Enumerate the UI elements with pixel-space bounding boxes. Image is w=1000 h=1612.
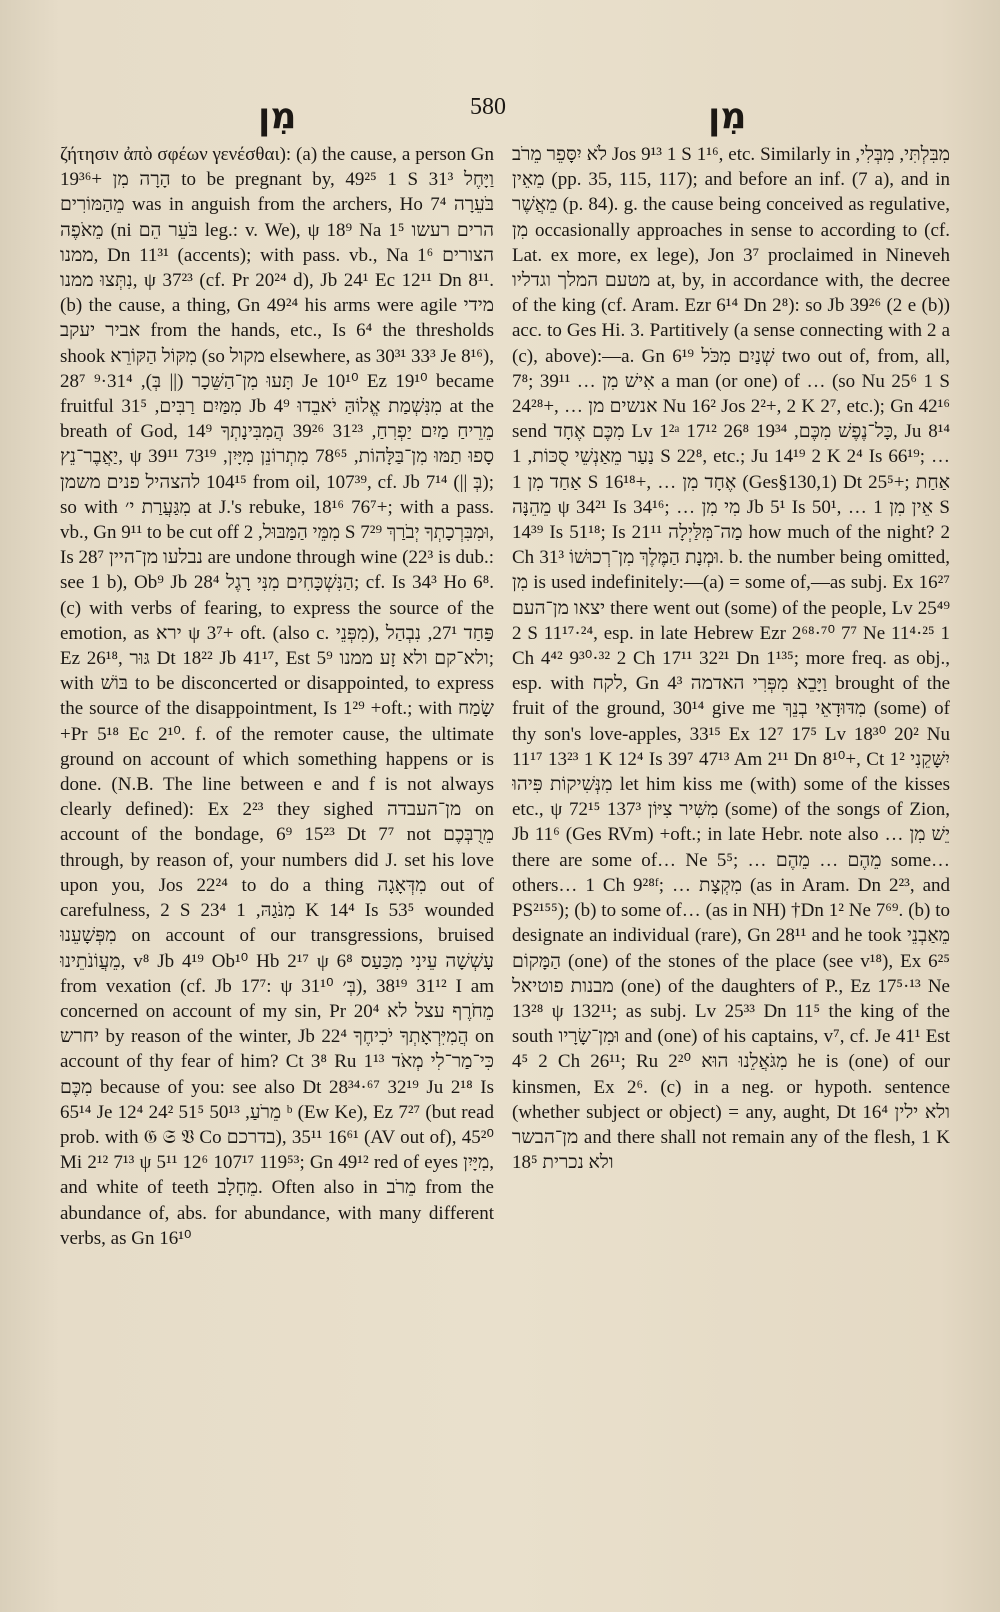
right-column-text: לֹא יִסָּפֵר מֵרֹב Jos 9¹³ 1 S 1¹⁶, etc. Similarly in מִבִּלְתִּי, מִבְּלִי, מֵאֵין (pp. 35, 115, 117); and before an inf. (7 a), and in מֵאֲשֶׁר (p. 84). g. the cause being conceived as regulative, מִן occasionally approaches in sense to according to (cf. Lat. ex more, ex lege), Jon 3⁷ proclaimed in Nineveh מטעם המלך וגדליו at, by, in accordance with, the decree of the king (cf. Aram. Ezr 6¹⁴ Dn 2⁸): so Jb 39²⁶ (2 e (b)) acc. to Ges Hi. 3. Partitively (a sense connecting with 2 a (c), above):—a. Gn 6¹⁹ שְׁנַיִם מִכֹּל two out of, from, all, 7⁸; 39¹¹ … אִישׁ מִן a man (or one) of … (so Nu 25⁶ 1 S 24²⁸+, … אנשים מן Nu 16² Jos 2²+, 2 K 2⁷, etc.); Gn 42¹⁶ send מִכֶּם אֶחָד Lv 1²ᵃ 17¹² כָּל־נֶפֶשׁ מִכֶּם, 19³⁴ 26⁸, Ju 8¹⁴ נַעַר מֵאַנְשֵׁי סֻכּוֹת, 1 S 22⁸, etc.; Ju 14¹⁹ 2 K 2⁴ Is 66¹⁹; … אַחַד מִן 1 S 16¹⁸+, … אֶחָד מִן (Ges§130,1) Dt 25⁵+; אַחַת מֵהֵנָּה ψ 34²¹ Is 34¹⁶; … מִי מִן Jb 5¹ Is 50¹, … אֵין מִן 1 S 14³⁹ Is 51¹⁸; Is 21¹¹ מַה־מִּלַּיְלָה how much of the night? 2 Ch 31³ וּמְנָת הַמֶּלֶךְ מִן־רְכוּשׁוֹ. b. the number being omitted, מִן is used indefinitely:—(a) = some of,—as subj. Ex 16²⁷ יצאו מן־העם there went out (some) of the people, Lv 25⁴⁹ 2 S 11¹⁷·²⁴, esp. in late Hebrew Ezr 2⁶⁸·⁷⁰ 7⁷ Ne 11⁴·²⁵ 1 Ch 4⁴² 9³⁰·³² 2 Ch 17¹¹ 32²¹ Dn 1¹³⁵; more freq. as obj., esp. with לקח, Gn 4³ וַיָּבֵא מִפְּרִי האדמה brought of the fruit of the ground, 30¹⁴ give me מִדּוּדָאֵי בְנֵךְ (some) of thy son's love-apples, 33¹⁵ Ex 12⁷ 17⁵ Lv 18³⁰ 20² Nu 11¹⁷ 13²³ 1 K 12⁴ Is 39⁷ 47¹³ Am 2¹¹ Dn 8¹⁰+, Ct 1² יִשָּׁקֵנִי מִנְּשִׁיקוֹת פִּיהוּ let him kiss me (with) some of the kisses etc., ψ 72¹⁵ 137³ מִשִּׁיר צִיּוֹן (some) of the songs of Zion, Jb 11⁶ (Ges RVm) +oft.; in late Hebr. note also … יֵשׁ מִן there are some of… Ne 5⁵; … מֵהֶם … מֵהֶם some… others… 1 Ch 9²⁸ᶠ; … מִקְצָת (as in Aram. Dn 2²³, and PS²¹⁵⁵); (b) to some of… (as in NH) †Dn 1² Ne 7⁶⁹. (b) to designate an individual (rare), Gn 28¹¹ and he took מֵאַבְנֵי הַמָּקוֹם (one) of the stones of the place (see v¹⁸), Ex 6²⁵ מבנות פוטיאל (one) of the daughters of P., Ez 17⁵·¹³ Ne 13²⁸ ψ 132¹¹; as subj. Lv 25³³ Dn 11⁵ the king of the south וּמִן־שָׂרָיו and (one) of his captains, v⁷, cf. Je 41¹ Est 4⁵ 2 Ch 26¹¹; Ru 2²⁰ מִגֹּאֲלֵנוּ הוּא he is (one) of our kinsmen, Ex 2⁶. (c) in a neg. or hypoth. sentence (whether subject or object) = any, aught, Dt 16⁴ ולא ילין מן־הבשר and there shall not remain any of the flesh, 1 K 18⁵ ולא נכרית	[512, 144, 950, 1174]
left-column	[60, 142, 494, 1542]
page-header	[0, 86, 1000, 136]
right-column	[512, 142, 950, 1542]
running-head-left: מִן	[258, 96, 297, 137]
left-column-text: ζήτησιν ἀπὸ σφέων γενέσθαι): (a) the cause, a person Gn 19³⁶+ הָרָה מִן to be pregnant by, 49²⁵ 1 S 31³ וַיָּחֶל מֵהַמּוֹרִים was in anguish from the archers, Ho 7⁴ בֹּעֵרָה מֵאֹפֶה (ni בֹּעֵר הֵם leg.: v. We), ψ 18⁹ Na 1⁵ הרים רעשו ממנו, Dn 11³¹ (accents); with pass. vb., Na 1⁶ הצורים נִתְּצוּ ממנו, ψ 37²³ (cf. Pr 20²⁴ d), Jb 24¹ Ec 12¹¹ Dn 8¹¹. (b) the cause, a thing, Gn 49²⁴ his arms were agile מידי אביר יעקב from the hands, etc., Is 6⁴ the thresholds shook מִקּוֹל הַקּוֹרֵא (so מקול elsewhere, as 30³¹ 33³ Je 8¹⁶), 28⁷ תָּעוּ מִן־הַשֵּׁכָר (|| בְּ), 31⁴·⁹ Je 10¹⁰ Ez 19¹⁰ became fruitful מִמַּיִם רַבִּים, 31⁵ Jb 4⁹ מִנִּשְׁמַת אֱלוֹהַּ יֹאבֵדוּ at the breath of God, 14⁹ מֵרֵיחַ מַיִם יַפְרִחַ, 31²³ 39²⁶ הֲמִבִּינָתְךָ יַאֲבֶר־נֵץ, ψ 39¹¹ 73¹⁹ סָפוּ תַמּוּ מִן־בַּלָּהוֹת, 78⁶⁵ מִתְרוֹנֵן מִיָּיִן, 104¹⁵ להצהיל פנים משמן from oil, 107³⁹, cf. Jb 7¹⁴ (|| בְּ); so with מִגַּעֲרַת י׳ at J.'s rebuke, 18¹⁶ 76⁷+; with a pass. vb., Gn 9¹¹ to be cut off מִמֵּי הַמַּבּוּל, 2 S 7²⁹ וּמִבִּרְכָתְךָ יְבֹרַךְ, Is 28⁷ נבלעו מן־היין are undone through wine (22³ is dub.: see 1 b), Ob⁹ Jb 28⁴ הַנִּשְׁכָּחִים מִנִּי רָגֶל; cf. Is 34³ Ho 6⁸. (c) with verbs of fearing, to express the source of the emotion, as ירא ψ 3⁷+ oft. (also c. מִפְּנֵי), פַּחַד 27¹, נִבְהַל Ez 26¹⁸, גּוּר Dt 18²² Jb 41¹⁷, Est 5⁹ ולא־קם ולא זָע ממנו; with בּוֹשׁ to be disconcerted or disappointed, to express the source of the disappointment, Is 1²⁹ +oft.; with שָׂמַח +Pr 5¹⁸ Ec 2¹⁰. f. of the remoter cause, the ultimate ground on account of which something happens or is done. (N.B. The line between e and f is not always clearly defined): Ex 2²³ they sighed מן־העבדה on account of the bondage, 6⁹ 15²³ Dt 7⁷ not מֵרֻבְּכֶם through, by reason of, your numbers did J. set his love upon you, Jos 22²⁴ to do a thing מִדְּאָגָה out of carefulness, 2 S 23⁴ מִנֹּגַהּ, 1 K 14⁴ Is 53⁵ wounded מִפְּשָׁעֵנוּ on account of our transgressions, bruised מֵעֲוֹנֹתֵינוּ, v⁸ Jb 4¹⁹ Ob¹⁰ Hb 2¹⁷ ψ 6⁸ עָשְׁשָׁה עֵינִי מִכַּעַס from vexation (cf. Jb 17⁷: ψ 31¹⁰ בְּ׳), 31¹² 38¹⁹ I am concerned on account of my sin, Pr 20⁴ מֵחֹרֶף עצל לא יחרש by reason of the winter, Jb 22⁴ הֲמִיִּרְאָתְךָ יֹכִיחֶךָ on account of thy fear of him? Ct 3⁸ Ru 1¹³ כִּי־מַר־לִי מְאֹד מִכֶּם because of you: see also Dt 28³⁴·⁶⁷ 32¹⁹ Ju 2¹⁸ Is 65¹⁴ Je 12⁴ 24² מֵרֹעַ, 50¹³ 51⁵ ᵇ (Ew Ke), Ez 7²⁷ (but read prob. with 𝔊 𝔖 𝔙 Co בדרכם), 16⁶¹ 35¹¹ (AV out of), 45²⁰ Mi 2¹² 7¹³ ψ 5¹¹ 12⁶ 107¹⁷ 119⁵³; Gn 49¹² red of eyes מִיָּיִן, and white of teeth מֵחָלָב. Often also in מֵרֹב from the abundance of, abs. for abundance, with many different verbs, as Gn 16¹⁰	[60, 144, 494, 1249]
page-number: 580	[470, 94, 506, 120]
running-head-right: מִן	[708, 96, 747, 137]
